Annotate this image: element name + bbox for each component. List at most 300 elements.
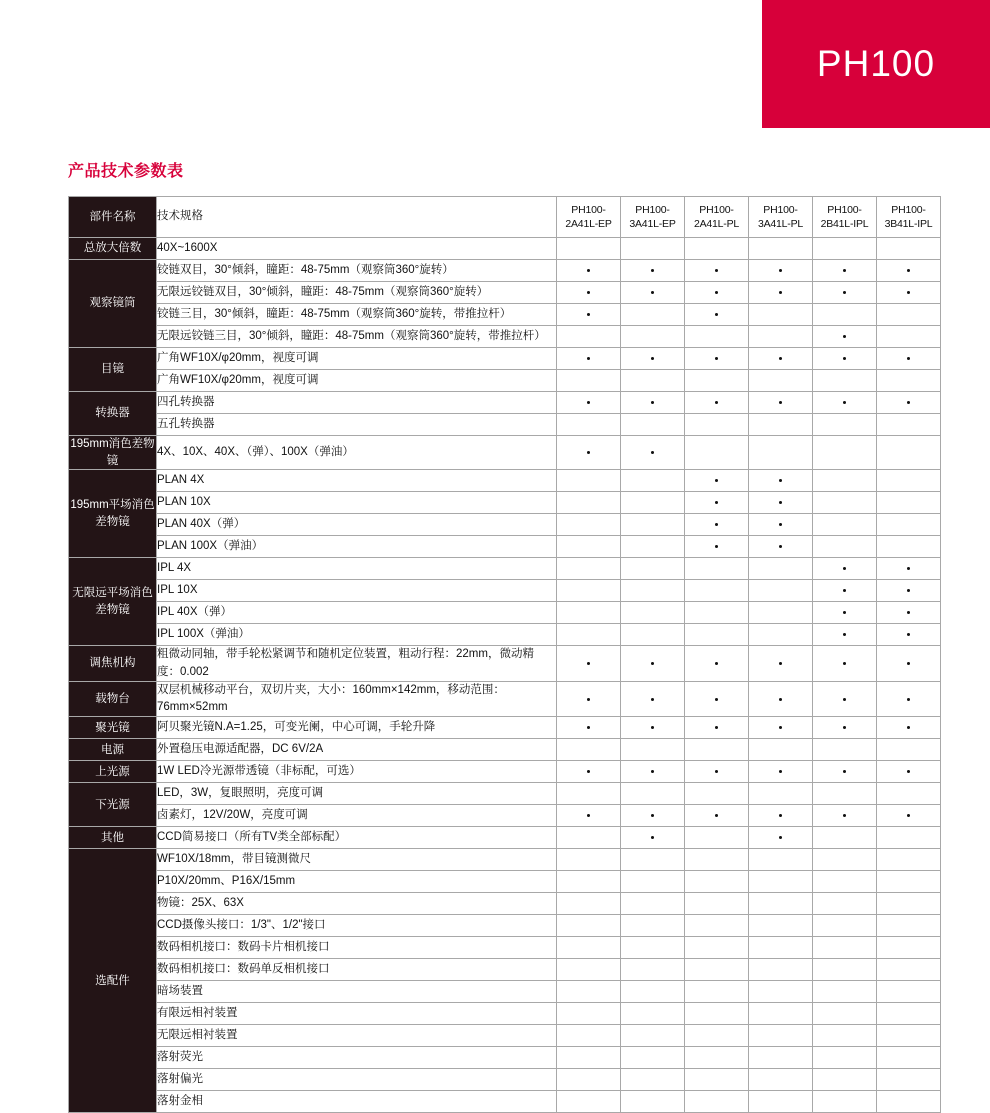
support-dot-icon [843, 567, 846, 570]
empty-cell [749, 937, 813, 959]
row-spec-text: 广角WF10X/φ20mm，视度可调 [157, 370, 557, 392]
support-dot-icon [907, 726, 910, 729]
support-dot-cell [749, 260, 813, 282]
empty-cell [557, 1003, 621, 1025]
support-dot-icon [715, 269, 718, 272]
empty-cell [749, 1047, 813, 1069]
empty-cell [621, 871, 685, 893]
empty-cell [877, 893, 941, 915]
row-spec-text: 卤素灯，12V/20W，亮度可调 [157, 805, 557, 827]
row-spec-text: IPL 100X（弹油） [157, 624, 557, 646]
row-spec-text: 四孔转换器 [157, 392, 557, 414]
support-dot-cell [621, 681, 685, 717]
empty-cell [621, 304, 685, 326]
support-dot-icon [587, 451, 590, 454]
support-dot-cell [621, 805, 685, 827]
empty-cell [877, 238, 941, 260]
empty-cell [685, 558, 749, 580]
row-spec-text: 无限远铰链双目，30°倾斜，瞳距：48-75mm（观察筒360°旋转） [157, 282, 557, 304]
support-dot-icon [779, 770, 782, 773]
header-cell-model: PH100-2A41L-PL [685, 197, 749, 238]
row-spec-text: 落射偏光 [157, 1069, 557, 1091]
row-spec-text: 阿贝聚光镜N.A=1.25，可变光阑，中心可调，手轮升降 [157, 717, 557, 739]
empty-cell [877, 849, 941, 871]
page-title: 产品技术参数表 [68, 163, 184, 180]
empty-cell [813, 370, 877, 392]
empty-cell [749, 304, 813, 326]
row-spec-text: 双层机械移动平台，双切片夹，大小：160mm×142mm，移动范围：76mm×52mm [157, 681, 557, 717]
spec-table [68, 196, 941, 1113]
empty-cell [685, 871, 749, 893]
support-dot-cell [877, 717, 941, 739]
empty-cell [877, 470, 941, 492]
header-cell-model: PH100-3A41L-PL [749, 197, 813, 238]
empty-cell [621, 1091, 685, 1113]
support-dot-cell [813, 717, 877, 739]
header-cell-model: PH100-3B41L-IPL [877, 197, 941, 238]
support-dot-icon [587, 357, 590, 360]
empty-cell [749, 414, 813, 436]
empty-cell [877, 370, 941, 392]
empty-cell [557, 739, 621, 761]
row-group-label: 调焦机构 [69, 646, 157, 682]
row-spec-text: 有限远相衬装置 [157, 1003, 557, 1025]
support-dot-icon [779, 401, 782, 404]
row-spec-text: 落射金相 [157, 1091, 557, 1113]
support-dot-cell [749, 681, 813, 717]
empty-cell [621, 580, 685, 602]
empty-cell [621, 536, 685, 558]
table-row [69, 805, 941, 827]
empty-cell [685, 414, 749, 436]
empty-cell [749, 580, 813, 602]
support-dot-cell [813, 392, 877, 414]
support-dot-cell [749, 492, 813, 514]
empty-cell [557, 370, 621, 392]
empty-cell [877, 326, 941, 348]
row-spec-text: 五孔转换器 [157, 414, 557, 436]
support-dot-cell [749, 392, 813, 414]
empty-cell [813, 871, 877, 893]
empty-cell [557, 624, 621, 646]
support-dot-icon [843, 633, 846, 636]
support-dot-cell [685, 646, 749, 682]
support-dot-cell [557, 304, 621, 326]
support-dot-icon [779, 501, 782, 504]
support-dot-cell [685, 470, 749, 492]
support-dot-icon [907, 770, 910, 773]
support-dot-cell [877, 805, 941, 827]
support-dot-cell [621, 348, 685, 370]
support-dot-icon [587, 401, 590, 404]
support-dot-icon [843, 401, 846, 404]
support-dot-cell [813, 282, 877, 304]
empty-cell [685, 783, 749, 805]
empty-cell [877, 1047, 941, 1069]
empty-cell [557, 871, 621, 893]
empty-cell [749, 959, 813, 981]
support-dot-icon [907, 611, 910, 614]
empty-cell [685, 893, 749, 915]
support-dot-cell [621, 827, 685, 849]
row-group-label: 目镜 [69, 348, 157, 392]
support-dot-icon [587, 770, 590, 773]
empty-cell [557, 959, 621, 981]
table-row [69, 783, 941, 805]
empty-cell [749, 739, 813, 761]
empty-cell [621, 414, 685, 436]
support-dot-cell [813, 602, 877, 624]
support-dot-cell [813, 260, 877, 282]
empty-cell [813, 849, 877, 871]
support-dot-cell [557, 717, 621, 739]
row-spec-text: 无限远铰链三目，30°倾斜，瞳距：48-75mm（观察筒360°旋转，带推拉杆） [157, 326, 557, 348]
row-group-label: 选配件 [69, 849, 157, 1113]
empty-cell [877, 937, 941, 959]
table-row [69, 1091, 941, 1113]
empty-cell [685, 1091, 749, 1113]
empty-cell [557, 536, 621, 558]
header-cell-group: 部件名称 [69, 197, 157, 238]
support-dot-icon [715, 726, 718, 729]
support-dot-icon [651, 814, 654, 817]
support-dot-icon [715, 770, 718, 773]
support-dot-icon [779, 662, 782, 665]
table-row [69, 937, 941, 959]
empty-cell [685, 739, 749, 761]
empty-cell [557, 470, 621, 492]
support-dot-icon [651, 401, 654, 404]
support-dot-cell [557, 282, 621, 304]
row-group-label: 下光源 [69, 783, 157, 827]
support-dot-cell [749, 536, 813, 558]
empty-cell [557, 326, 621, 348]
spec-table-container [68, 196, 940, 1113]
table-row [69, 580, 941, 602]
support-dot-cell [685, 260, 749, 282]
table-row [69, 348, 941, 370]
empty-cell [685, 624, 749, 646]
support-dot-icon [779, 523, 782, 526]
empty-cell [749, 871, 813, 893]
support-dot-cell [877, 646, 941, 682]
empty-cell [877, 981, 941, 1003]
support-dot-cell [749, 282, 813, 304]
support-dot-icon [651, 662, 654, 665]
empty-cell [877, 304, 941, 326]
support-dot-cell [813, 348, 877, 370]
row-spec-text: 广角WF10X/φ20mm，视度可调 [157, 348, 557, 370]
empty-cell [685, 915, 749, 937]
row-group-label: 载物台 [69, 681, 157, 717]
empty-cell [749, 893, 813, 915]
empty-cell [557, 915, 621, 937]
empty-cell [621, 937, 685, 959]
empty-cell [813, 783, 877, 805]
support-dot-cell [557, 392, 621, 414]
table-row [69, 492, 941, 514]
row-group-label: 电源 [69, 739, 157, 761]
row-spec-text: PLAN 4X [157, 470, 557, 492]
empty-cell [621, 238, 685, 260]
empty-cell [813, 959, 877, 981]
support-dot-cell [813, 646, 877, 682]
empty-cell [621, 915, 685, 937]
empty-cell [749, 326, 813, 348]
empty-cell [621, 326, 685, 348]
support-dot-icon [587, 698, 590, 701]
empty-cell [557, 937, 621, 959]
table-row [69, 238, 941, 260]
support-dot-cell [877, 558, 941, 580]
support-dot-icon [907, 567, 910, 570]
support-dot-icon [779, 726, 782, 729]
empty-cell [877, 536, 941, 558]
empty-cell [877, 1069, 941, 1091]
support-dot-cell [621, 282, 685, 304]
empty-cell [877, 783, 941, 805]
support-dot-icon [587, 814, 590, 817]
support-dot-cell [813, 681, 877, 717]
row-spec-text: 数码相机接口：数码单反相机接口 [157, 959, 557, 981]
support-dot-icon [843, 357, 846, 360]
support-dot-icon [715, 291, 718, 294]
support-dot-icon [715, 313, 718, 316]
empty-cell [685, 436, 749, 470]
support-dot-cell [749, 470, 813, 492]
empty-cell [813, 827, 877, 849]
empty-cell [749, 915, 813, 937]
support-dot-cell [749, 827, 813, 849]
empty-cell [877, 871, 941, 893]
empty-cell [813, 1003, 877, 1025]
support-dot-icon [779, 291, 782, 294]
empty-cell [685, 959, 749, 981]
support-dot-icon [907, 401, 910, 404]
support-dot-icon [907, 698, 910, 701]
empty-cell [813, 436, 877, 470]
support-dot-cell [749, 348, 813, 370]
table-header-row [69, 197, 941, 238]
table-row [69, 536, 941, 558]
empty-cell [877, 915, 941, 937]
empty-cell [749, 849, 813, 871]
support-dot-cell [877, 624, 941, 646]
table-row [69, 260, 941, 282]
row-spec-text: 无限远相衬装置 [157, 1025, 557, 1047]
row-group-label: 聚光镜 [69, 717, 157, 739]
empty-cell [621, 783, 685, 805]
empty-cell [621, 558, 685, 580]
empty-cell [621, 602, 685, 624]
table-row [69, 761, 941, 783]
table-row [69, 282, 941, 304]
support-dot-cell [685, 304, 749, 326]
support-dot-icon [715, 501, 718, 504]
table-row [69, 849, 941, 871]
row-spec-text: IPL 4X [157, 558, 557, 580]
empty-cell [685, 981, 749, 1003]
empty-cell [685, 1047, 749, 1069]
support-dot-cell [813, 326, 877, 348]
table-row [69, 414, 941, 436]
empty-cell [749, 436, 813, 470]
empty-cell [813, 893, 877, 915]
empty-cell [621, 1003, 685, 1025]
support-dot-icon [651, 291, 654, 294]
empty-cell [685, 1025, 749, 1047]
support-dot-cell [877, 602, 941, 624]
empty-cell [557, 558, 621, 580]
support-dot-cell [557, 761, 621, 783]
row-spec-text: 铰链三目，30°倾斜，瞳距：48-75mm（观察筒360°旋转，带推拉杆） [157, 304, 557, 326]
empty-cell [749, 624, 813, 646]
row-spec-text: 粗微动同轴，带手轮松紧调节和随机定位装置，粗动行程：22mm，微动精度：0.002 [157, 646, 557, 682]
row-spec-text: PLAN 100X（弹油） [157, 536, 557, 558]
support-dot-icon [651, 698, 654, 701]
support-dot-icon [843, 269, 846, 272]
empty-cell [813, 470, 877, 492]
support-dot-cell [557, 681, 621, 717]
empty-cell [557, 414, 621, 436]
row-spec-text: 4X、10X、40X、（弹）、100X（弹油） [157, 436, 557, 470]
support-dot-icon [843, 611, 846, 614]
support-dot-icon [843, 698, 846, 701]
row-spec-text: 外置稳压电源适配器，DC 6V/2A [157, 739, 557, 761]
empty-cell [877, 1091, 941, 1113]
support-dot-icon [907, 633, 910, 636]
empty-cell [813, 915, 877, 937]
support-dot-icon [715, 662, 718, 665]
support-dot-cell [685, 536, 749, 558]
table-row [69, 602, 941, 624]
row-group-label: 195mm平场消色差物镜 [69, 470, 157, 558]
empty-cell [685, 326, 749, 348]
empty-cell [877, 1003, 941, 1025]
support-dot-icon [651, 269, 654, 272]
support-dot-icon [907, 357, 910, 360]
empty-cell [685, 827, 749, 849]
row-group-label: 上光源 [69, 761, 157, 783]
support-dot-cell [685, 761, 749, 783]
empty-cell [749, 1069, 813, 1091]
row-group-label: 无限远平场消色差物镜 [69, 558, 157, 646]
row-spec-text: LED，3W，复眼照明，亮度可调 [157, 783, 557, 805]
table-row [69, 1025, 941, 1047]
support-dot-icon [843, 291, 846, 294]
support-dot-icon [651, 357, 654, 360]
support-dot-cell [685, 805, 749, 827]
empty-cell [685, 602, 749, 624]
support-dot-icon [907, 291, 910, 294]
support-dot-cell [813, 761, 877, 783]
row-spec-text: CCD简易接口（所有TV类全部标配） [157, 827, 557, 849]
empty-cell [557, 849, 621, 871]
support-dot-icon [715, 523, 718, 526]
table-row [69, 981, 941, 1003]
table-row [69, 871, 941, 893]
product-model-title: PH100 [816, 43, 936, 84]
empty-cell [621, 739, 685, 761]
support-dot-icon [715, 545, 718, 548]
support-dot-icon [907, 814, 910, 817]
empty-cell [813, 739, 877, 761]
table-row [69, 514, 941, 536]
empty-cell [877, 1025, 941, 1047]
support-dot-icon [587, 269, 590, 272]
support-dot-cell [621, 646, 685, 682]
support-dot-cell [557, 260, 621, 282]
table-row [69, 1069, 941, 1091]
table-row [69, 681, 941, 717]
empty-cell [749, 370, 813, 392]
row-spec-text: PLAN 10X [157, 492, 557, 514]
support-dot-icon [843, 770, 846, 773]
row-spec-text: P10X/20mm、P16X/15mm [157, 871, 557, 893]
row-group-label: 总放大倍数 [69, 238, 157, 260]
support-dot-cell [621, 392, 685, 414]
support-dot-cell [685, 282, 749, 304]
row-spec-text: PLAN 40X（弹） [157, 514, 557, 536]
support-dot-icon [907, 269, 910, 272]
empty-cell [685, 937, 749, 959]
support-dot-icon [651, 836, 654, 839]
support-dot-icon [779, 545, 782, 548]
table-row [69, 326, 941, 348]
empty-cell [557, 238, 621, 260]
empty-cell [813, 238, 877, 260]
support-dot-icon [843, 589, 846, 592]
row-group-label: 转换器 [69, 392, 157, 436]
empty-cell [813, 414, 877, 436]
empty-cell [685, 370, 749, 392]
row-group-label: 其他 [69, 827, 157, 849]
empty-cell [621, 492, 685, 514]
table-row [69, 304, 941, 326]
empty-cell [685, 849, 749, 871]
support-dot-cell [877, 681, 941, 717]
empty-cell [557, 827, 621, 849]
empty-cell [877, 436, 941, 470]
support-dot-icon [587, 291, 590, 294]
support-dot-cell [685, 681, 749, 717]
empty-cell [557, 492, 621, 514]
table-row [69, 739, 941, 761]
empty-cell [557, 1025, 621, 1047]
row-spec-text: 物镜：25X、63X [157, 893, 557, 915]
support-dot-cell [813, 580, 877, 602]
support-dot-icon [779, 698, 782, 701]
empty-cell [621, 624, 685, 646]
support-dot-cell [621, 260, 685, 282]
row-spec-text: 40X~1600X [157, 238, 557, 260]
empty-cell [557, 783, 621, 805]
support-dot-icon [715, 401, 718, 404]
support-dot-icon [715, 479, 718, 482]
table-row [69, 915, 941, 937]
support-dot-cell [685, 514, 749, 536]
empty-cell [877, 492, 941, 514]
empty-cell [557, 1047, 621, 1069]
support-dot-icon [843, 726, 846, 729]
empty-cell [877, 959, 941, 981]
support-dot-icon [779, 814, 782, 817]
empty-cell [621, 959, 685, 981]
support-dot-cell [685, 348, 749, 370]
table-row [69, 470, 941, 492]
support-dot-icon [587, 313, 590, 316]
row-spec-text: 落射荧光 [157, 1047, 557, 1069]
